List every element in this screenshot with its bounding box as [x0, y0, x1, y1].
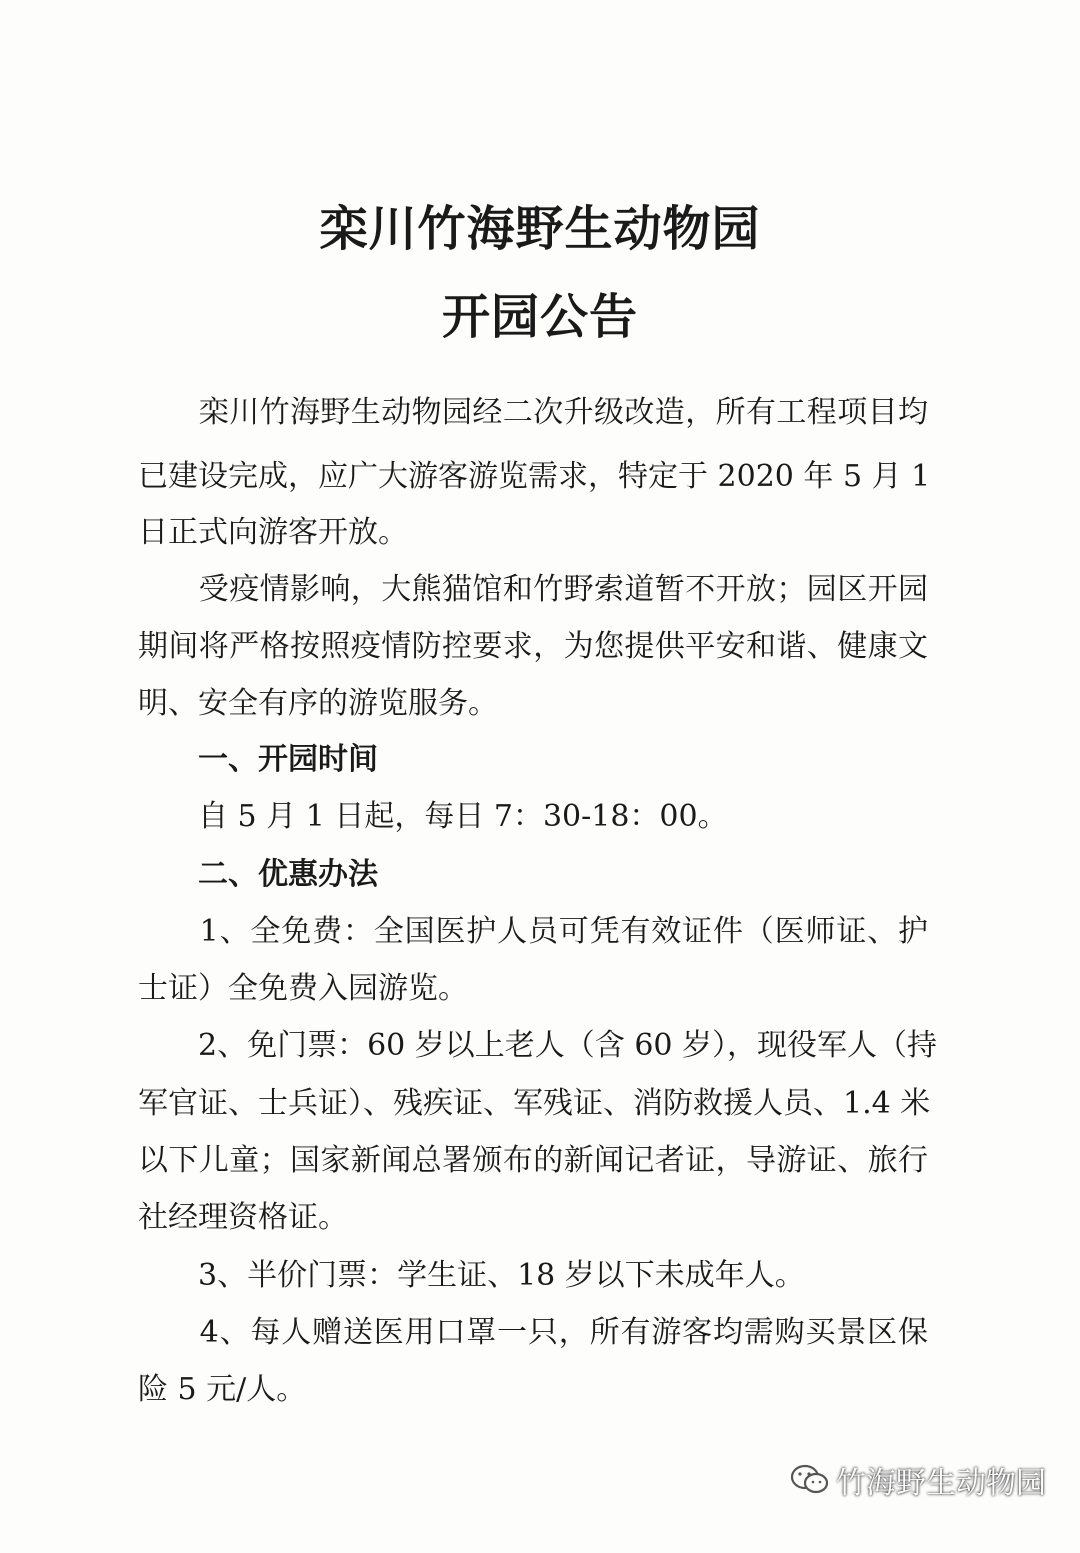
body-line: 受疫情影响，大熊猫馆和竹野索道暂不开放；园区开园: [138, 572, 928, 607]
body-line: 已建设完成，应广大游客游览需求，特定于 2020 年 5 月 1: [138, 459, 931, 494]
section-heading-opening-hours: 一、开园时间: [138, 742, 378, 777]
body-line: 险 5 元/人。: [138, 1372, 307, 1407]
body-line: 2、免门票：60 岁以上老人（含 60 岁），现役军人（持: [138, 1028, 938, 1063]
body-line: 4、每人赠送医用口罩一只，所有游客均需购买景区保: [138, 1315, 928, 1350]
body-line: 1、全免费：全国医护人员可凭有效证件（医师证、护: [138, 914, 928, 949]
body-line: 期间将严格按照疫情防控要求，为您提供平安和谐、健康文: [138, 629, 928, 664]
body-line: 士证）全免费入园游览。: [138, 971, 468, 1006]
body-line: 军官证、士兵证）、残疾证、军残证、消防救援人员、1.4 米: [138, 1086, 931, 1121]
document-title: 栾川竹海野生动物园: [319, 201, 761, 257]
body-line: 自 5 月 1 日起，每日 7：30-18：00。: [138, 799, 728, 834]
watermark-text: 竹海野生动物园: [836, 1466, 1046, 1501]
section-heading-discounts: 二、优惠办法: [138, 857, 378, 892]
body-line: 社经理资格证。: [138, 1200, 348, 1235]
body-line: 日正式向游客开放。: [138, 515, 408, 550]
body-line: 明、安全有序的游览服务。: [138, 686, 498, 721]
body-line: 以下儿童；国家新闻总署颁布的新闻记者证，导游证、旅行: [138, 1143, 928, 1178]
document-subtitle: 开园公告: [441, 289, 638, 345]
wechat-icon: [790, 1463, 830, 1497]
body-line: 3、半价门票：学生证、18 岁以下未成年人。: [138, 1258, 805, 1293]
body-line: 栾川竹海野生动物园经二次升级改造，所有工程项目均: [138, 395, 928, 430]
wechat-watermark: [790, 1458, 1046, 1502]
